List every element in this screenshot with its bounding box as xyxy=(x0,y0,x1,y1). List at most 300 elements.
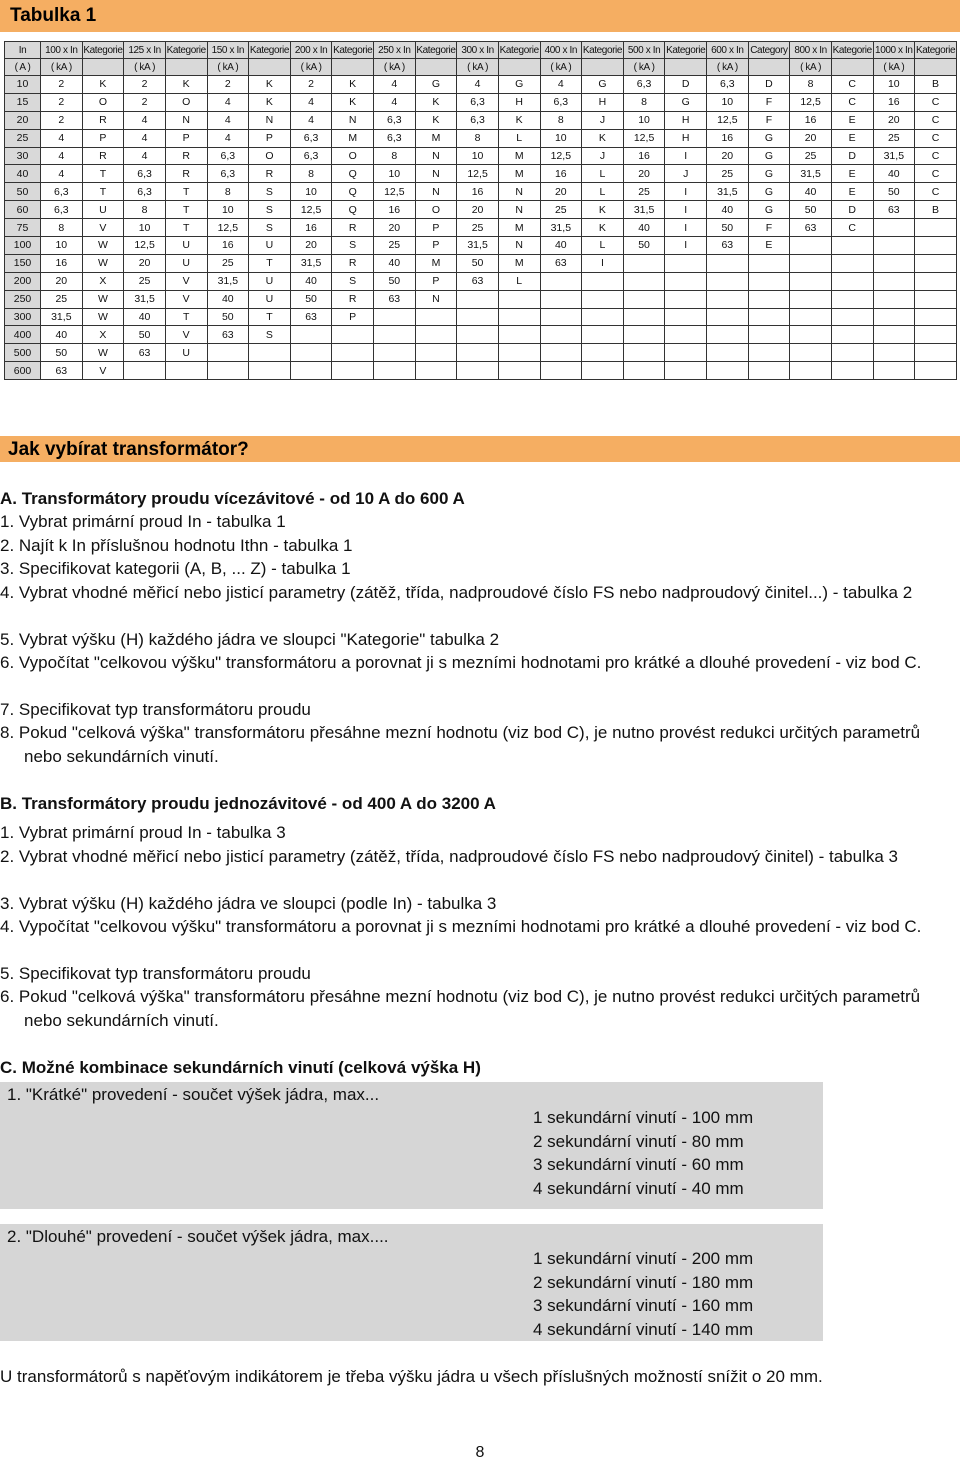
category-cell xyxy=(332,326,374,344)
ithn-value-cell xyxy=(623,254,665,272)
ithn-value-cell xyxy=(374,308,416,326)
ithn-value-cell xyxy=(873,254,915,272)
table-row xyxy=(5,219,957,237)
ithn-value-cell: 20 xyxy=(374,219,416,237)
category-cell: T xyxy=(82,183,124,201)
ithn-value-cell xyxy=(623,272,665,290)
category-cell: V xyxy=(165,290,207,308)
ithn-value-cell: 6,3 xyxy=(374,111,416,129)
category-cell: L xyxy=(498,129,540,147)
category-cell xyxy=(831,254,873,272)
ithn-value-cell: 4 xyxy=(207,129,249,147)
category-cell xyxy=(249,344,291,362)
category-cell: D xyxy=(665,76,707,94)
ithn-value-cell: 12,5 xyxy=(124,237,166,255)
header-cell: Kategorie xyxy=(82,42,124,59)
category-cell: G xyxy=(748,147,790,165)
category-cell: N xyxy=(498,183,540,201)
category-cell: L xyxy=(582,183,624,201)
ithn-value-cell: 63 xyxy=(540,254,582,272)
section-b-step: 2. Vybrat vhodné měřicí nebo jisticí parametry (zátěž, třída, nadproudové číslo FS nebo nadproudový činitel) - tabulka 3 xyxy=(0,847,899,866)
ithn-value-cell xyxy=(790,308,832,326)
ithn-value-cell: 16 xyxy=(623,147,665,165)
ithn-value-cell: 63 xyxy=(374,290,416,308)
header-cell: ( kA ) xyxy=(41,59,83,76)
ithn-value-cell xyxy=(457,290,499,308)
table-row xyxy=(5,272,957,290)
ithn-value-cell: 40 xyxy=(374,254,416,272)
category-cell: V xyxy=(165,272,207,290)
header-cell: 500 x In xyxy=(623,42,665,59)
ithn-value-cell: 10 xyxy=(707,93,749,111)
category-cell: I xyxy=(582,254,624,272)
category-cell: S xyxy=(249,201,291,219)
category-cell: H xyxy=(665,111,707,129)
rated-current-cell: 60 xyxy=(5,201,41,219)
ithn-value-cell: 25 xyxy=(124,272,166,290)
category-cell: I xyxy=(665,147,707,165)
ithn-value-cell: 25 xyxy=(457,219,499,237)
ithn-value-cell: 31,5 xyxy=(207,272,249,290)
ithn-value-cell: 6,3 xyxy=(707,76,749,94)
category-cell xyxy=(498,308,540,326)
category-cell: G xyxy=(582,76,624,94)
category-cell xyxy=(665,344,707,362)
header-cell xyxy=(665,59,707,76)
category-cell: G xyxy=(748,201,790,219)
table-header-row xyxy=(5,42,957,59)
ithn-value-cell xyxy=(873,237,915,255)
header-cell xyxy=(748,59,790,76)
category-cell: H xyxy=(498,93,540,111)
ithn-value-cell: 31,5 xyxy=(623,201,665,219)
header-cell: Kategorie xyxy=(582,42,624,59)
ithn-value-cell: 12,5 xyxy=(290,201,332,219)
category-cell: T xyxy=(249,308,291,326)
category-cell: J xyxy=(582,147,624,165)
category-cell: B xyxy=(915,76,957,94)
category-cell: R xyxy=(165,165,207,183)
category-cell: I xyxy=(665,219,707,237)
header-cell: 800 x In xyxy=(790,42,832,59)
ithn-value-cell: 10 xyxy=(290,183,332,201)
category-cell: J xyxy=(582,111,624,129)
long-variant-box xyxy=(0,1224,823,1341)
ithn-value-cell: 25 xyxy=(41,290,83,308)
header-cell: Kategorie xyxy=(498,42,540,59)
ithn-value-cell xyxy=(873,219,915,237)
ithn-value-cell: 12,5 xyxy=(707,111,749,129)
category-cell xyxy=(915,290,957,308)
section-a-step: 2. Najít k In příslušnou hodnotu Ithn - tabulka 1 xyxy=(0,536,353,555)
ithn-value-cell: 8 xyxy=(790,76,832,94)
category-cell xyxy=(582,362,624,380)
ithn-value-cell: 2 xyxy=(41,76,83,94)
category-cell: N xyxy=(165,111,207,129)
category-cell: P xyxy=(249,129,291,147)
category-cell: M xyxy=(498,147,540,165)
category-cell xyxy=(498,326,540,344)
category-cell xyxy=(915,326,957,344)
section-b-step: 1. Vybrat primární proud In - tabulka 3 xyxy=(0,823,286,842)
ithn-value-cell: 10 xyxy=(457,147,499,165)
ithn-value-cell xyxy=(873,344,915,362)
category-cell xyxy=(415,308,457,326)
category-cell: T xyxy=(165,183,207,201)
ithn-value-cell: 12,5 xyxy=(540,147,582,165)
category-cell: T xyxy=(165,201,207,219)
ithn-value-cell xyxy=(623,308,665,326)
category-cell: T xyxy=(82,165,124,183)
category-cell xyxy=(915,219,957,237)
ithn-value-cell xyxy=(707,362,749,380)
category-cell: N xyxy=(415,290,457,308)
category-cell: C xyxy=(831,219,873,237)
section-a-step: 8. Pokud "celková výška" transformátoru přesáhne mezní hodnotu (viz bod C), je nutno provést redukci určitých parametrů nebo sekundárních vinutí. xyxy=(0,723,921,766)
category-cell: W xyxy=(82,290,124,308)
category-cell: F xyxy=(748,219,790,237)
section-b-step: 5. Specifikovat typ transformátoru proudu xyxy=(0,964,311,983)
rated-current-cell: 25 xyxy=(5,129,41,147)
category-cell: D xyxy=(748,76,790,94)
ithn-value-cell: 31,5 xyxy=(290,254,332,272)
ithn-value-cell: 25 xyxy=(873,129,915,147)
table-row xyxy=(5,326,957,344)
category-cell: K xyxy=(415,93,457,111)
ithn-value-cell: 20 xyxy=(457,201,499,219)
long-option: 2 sekundární vinutí - 180 mm xyxy=(533,1273,754,1292)
ithn-value-cell: 6,3 xyxy=(623,76,665,94)
ithn-value-cell: 31,5 xyxy=(873,147,915,165)
header-cell: Kategorie xyxy=(249,42,291,59)
category-cell xyxy=(332,362,374,380)
ithn-value-cell xyxy=(873,308,915,326)
short-variant-label: 1. "Krátké" provedení - součet výšek jádra, max... xyxy=(7,1085,380,1104)
ithn-value-cell xyxy=(290,326,332,344)
category-cell: M xyxy=(415,254,457,272)
ithn-value-cell xyxy=(457,326,499,344)
long-option: 1 sekundární vinutí - 200 mm xyxy=(533,1249,754,1268)
ithn-value-cell: 4 xyxy=(41,165,83,183)
category-cell: K xyxy=(582,201,624,219)
table-header-row xyxy=(5,59,957,76)
rated-current-cell: 500 xyxy=(5,344,41,362)
category-cell: S xyxy=(249,183,291,201)
header-cell: 250 x In xyxy=(374,42,416,59)
ithn-value-cell xyxy=(623,290,665,308)
category-cell xyxy=(498,344,540,362)
ithn-value-cell: 2 xyxy=(124,76,166,94)
ithn-value-cell: 8 xyxy=(374,147,416,165)
rated-current-cell: 200 xyxy=(5,272,41,290)
ithn-value-cell xyxy=(623,362,665,380)
ithn-value-cell xyxy=(873,272,915,290)
header-cell: 300 x In xyxy=(457,42,499,59)
category-cell: K xyxy=(332,93,374,111)
category-cell: S xyxy=(332,237,374,255)
category-cell xyxy=(831,326,873,344)
ithn-value-cell: 2 xyxy=(41,111,83,129)
ithn-value-cell: 20 xyxy=(540,183,582,201)
category-cell: K xyxy=(498,111,540,129)
category-cell: M xyxy=(498,165,540,183)
ithn-value-cell: 2 xyxy=(290,76,332,94)
rated-current-cell: 30 xyxy=(5,147,41,165)
ithn-value-cell xyxy=(124,362,166,380)
category-cell: T xyxy=(165,219,207,237)
category-cell: P xyxy=(415,272,457,290)
category-cell: W xyxy=(82,254,124,272)
section-b-step: 6. Pokud "celková výška" transformátoru přesáhne mezní hodnotu (viz bod C), je nutno provést redukci určitých parametrů nebo sekundárních vinutí. xyxy=(0,987,921,1030)
category-cell xyxy=(582,344,624,362)
page-number: 8 xyxy=(475,1444,485,1461)
ithn-value-cell: 40 xyxy=(290,272,332,290)
ithn-value-cell: 4 xyxy=(374,76,416,94)
table-row xyxy=(5,129,957,147)
category-cell xyxy=(915,362,957,380)
category-cell: P xyxy=(415,237,457,255)
ithn-value-cell xyxy=(707,272,749,290)
category-cell xyxy=(831,237,873,255)
ithn-value-cell: 2 xyxy=(124,93,166,111)
ithn-value-cell: 6,3 xyxy=(207,165,249,183)
category-cell: X xyxy=(82,272,124,290)
category-cell: K xyxy=(582,129,624,147)
category-cell: U xyxy=(249,237,291,255)
ithn-value-cell: 6,3 xyxy=(124,183,166,201)
rated-current-cell: 15 xyxy=(5,93,41,111)
ithn-value-cell xyxy=(540,272,582,290)
category-cell: M xyxy=(498,254,540,272)
table-title: Tabulka 1 xyxy=(0,0,960,32)
category-cell: E xyxy=(831,111,873,129)
table-row xyxy=(5,111,957,129)
category-cell xyxy=(748,344,790,362)
category-cell xyxy=(249,362,291,380)
rated-current-cell: 150 xyxy=(5,254,41,272)
category-cell xyxy=(748,290,790,308)
ithn-value-cell: 40 xyxy=(623,219,665,237)
ithn-value-cell: 25 xyxy=(540,201,582,219)
section-a-step: 4. Vybrat vhodné měřicí nebo jisticí parametry (zátěž, třída, nadproudové číslo FS nebo nadproudový činitel...) - tabulka 2 xyxy=(0,583,913,602)
category-cell xyxy=(665,362,707,380)
table-row xyxy=(5,254,957,272)
category-cell: R xyxy=(332,254,374,272)
category-cell: E xyxy=(831,165,873,183)
header-cell: Kategorie xyxy=(831,42,873,59)
ithn-value-cell: 12,5 xyxy=(790,93,832,111)
category-cell: C xyxy=(831,76,873,94)
ithn-value-cell: 4 xyxy=(374,93,416,111)
ithn-value-cell: 6,3 xyxy=(457,111,499,129)
category-cell: O xyxy=(249,147,291,165)
ithn-value-cell: 31,5 xyxy=(707,183,749,201)
category-cell: E xyxy=(748,237,790,255)
ithn-value-cell: 20 xyxy=(790,129,832,147)
category-cell: H xyxy=(582,93,624,111)
header-cell xyxy=(915,59,957,76)
rated-current-cell: 75 xyxy=(5,219,41,237)
ithn-value-cell: 4 xyxy=(457,76,499,94)
ithn-value-cell: 8 xyxy=(457,129,499,147)
table-row xyxy=(5,237,957,255)
ithn-value-cell: 50 xyxy=(374,272,416,290)
ithn-value-cell xyxy=(707,326,749,344)
category-cell: T xyxy=(165,308,207,326)
category-cell xyxy=(915,308,957,326)
long-option: 3 sekundární vinutí - 160 mm xyxy=(533,1296,754,1315)
category-cell: C xyxy=(915,183,957,201)
category-cell xyxy=(915,237,957,255)
category-cell: D xyxy=(831,201,873,219)
ithn-value-cell xyxy=(540,290,582,308)
short-option: 1 sekundární vinutí - 100 mm xyxy=(533,1108,754,1127)
table-row xyxy=(5,201,957,219)
ithn-value-cell: 6,3 xyxy=(540,93,582,111)
ithn-value-cell: 4 xyxy=(124,111,166,129)
table-row xyxy=(5,344,957,362)
category-cell xyxy=(748,254,790,272)
ithn-value-cell: 40 xyxy=(207,290,249,308)
section-c-heading: C. Možné kombinace sekundárních vinutí (celková výška H) xyxy=(0,1058,481,1077)
category-cell: S xyxy=(249,219,291,237)
category-cell: N xyxy=(415,165,457,183)
ithn-value-cell xyxy=(457,362,499,380)
header-cell: 150 x In xyxy=(207,42,249,59)
section-a-step: 7. Specifikovat typ transformátoru proudu xyxy=(0,700,311,719)
header-cell: Kategorie xyxy=(665,42,707,59)
header-cell xyxy=(332,59,374,76)
ithn-value-cell: 4 xyxy=(290,111,332,129)
table-row xyxy=(5,76,957,94)
ithn-value-cell: 20 xyxy=(707,147,749,165)
category-cell xyxy=(665,272,707,290)
ithn-value-cell xyxy=(374,326,416,344)
category-cell: O xyxy=(415,201,457,219)
ithn-value-cell: 4 xyxy=(41,147,83,165)
ithn-value-cell: 50 xyxy=(790,201,832,219)
ithn-value-cell: 6,3 xyxy=(457,93,499,111)
ithn-value-cell: 63 xyxy=(790,219,832,237)
category-cell: G xyxy=(498,76,540,94)
category-cell: M xyxy=(498,219,540,237)
ithn-value-cell xyxy=(790,254,832,272)
rated-current-cell: 40 xyxy=(5,165,41,183)
category-cell: H xyxy=(665,129,707,147)
ithn-value-cell: 31,5 xyxy=(790,165,832,183)
ithn-value-cell: 50 xyxy=(707,219,749,237)
category-cell: R xyxy=(82,147,124,165)
header-cell: ( kA ) xyxy=(207,59,249,76)
category-cell: N xyxy=(498,201,540,219)
section-a-step: 1. Vybrat primární proud In - tabulka 1 xyxy=(0,512,286,531)
long-option: 4 sekundární vinutí - 140 mm xyxy=(533,1320,754,1339)
category-cell xyxy=(748,362,790,380)
ithn-value-cell: 16 xyxy=(374,201,416,219)
ithn-value-cell: 20 xyxy=(873,111,915,129)
category-cell: C xyxy=(915,93,957,111)
section-b-step: 4. Vypočítat "celkovou výšku" transformátoru a porovnat ji s mezními hodnotami pro krátké a dlouhé provedení - viz bod C. xyxy=(0,917,922,936)
category-cell: P xyxy=(332,308,374,326)
ithn-value-cell: 10 xyxy=(41,237,83,255)
category-cell: L xyxy=(582,165,624,183)
ithn-value-cell: 25 xyxy=(207,254,249,272)
ithn-value-cell: 10 xyxy=(124,219,166,237)
category-cell: O xyxy=(165,93,207,111)
category-cell xyxy=(831,290,873,308)
short-variant-box xyxy=(0,1082,823,1209)
ithn-value-cell: 6,3 xyxy=(41,183,83,201)
ithn-value-cell: 12,5 xyxy=(374,183,416,201)
table-row xyxy=(5,165,957,183)
category-cell: O xyxy=(82,93,124,111)
ithn-value-cell xyxy=(207,344,249,362)
category-cell: K xyxy=(249,93,291,111)
category-cell: K xyxy=(415,111,457,129)
ithn-value-cell: 31,5 xyxy=(124,290,166,308)
category-cell xyxy=(498,362,540,380)
ithn-value-cell xyxy=(374,344,416,362)
header-cell: 200 x In xyxy=(290,42,332,59)
category-cell: U xyxy=(165,237,207,255)
header-cell: 600 x In xyxy=(707,42,749,59)
category-cell: U xyxy=(165,344,207,362)
ithn-value-cell: 4 xyxy=(540,76,582,94)
category-cell: N xyxy=(498,237,540,255)
category-cell: W xyxy=(82,308,124,326)
category-cell: C xyxy=(915,111,957,129)
ithn-value-cell: 16 xyxy=(540,165,582,183)
category-cell xyxy=(582,290,624,308)
category-cell xyxy=(915,272,957,290)
ithn-value-cell: 40 xyxy=(41,326,83,344)
ithn-value-cell: 12,5 xyxy=(457,165,499,183)
category-cell: S xyxy=(332,272,374,290)
ithn-value-cell: 10 xyxy=(374,165,416,183)
header-cell: ( A ) xyxy=(5,59,41,76)
voltage-indicator-note: U transformátorů s napěťovým indikátorem je třeba výšku jádra u všech příslušných možností snížit o 20 mm. xyxy=(0,1367,823,1386)
ithn-value-cell: 16 xyxy=(873,93,915,111)
category-cell: I xyxy=(665,183,707,201)
category-cell: Q xyxy=(332,183,374,201)
ithn-value-cell: 20 xyxy=(290,237,332,255)
table-row xyxy=(5,183,957,201)
category-cell: R xyxy=(82,111,124,129)
category-cell: K xyxy=(82,76,124,94)
category-cell xyxy=(415,326,457,344)
header-cell: ( kA ) xyxy=(707,59,749,76)
category-cell xyxy=(165,362,207,380)
ithn-value-cell xyxy=(207,362,249,380)
ithn-value-cell: 50 xyxy=(457,254,499,272)
category-cell: W xyxy=(82,237,124,255)
category-cell: C xyxy=(831,93,873,111)
ithn-value-cell xyxy=(540,326,582,344)
category-cell: P xyxy=(82,129,124,147)
ithn-value-cell: 8 xyxy=(207,183,249,201)
header-cell xyxy=(165,59,207,76)
ithn-value-cell xyxy=(707,344,749,362)
ithn-value-cell: 31,5 xyxy=(41,308,83,326)
category-cell: R xyxy=(332,219,374,237)
category-cell: P xyxy=(165,129,207,147)
category-cell: G xyxy=(415,76,457,94)
ithn-value-cell: 25 xyxy=(707,165,749,183)
category-cell: K xyxy=(165,76,207,94)
long-variant-label: 2. "Dlouhé" provedení - součet výšek jádra, max.... xyxy=(7,1227,389,1246)
category-table xyxy=(4,41,957,380)
ithn-value-cell: 16 xyxy=(207,237,249,255)
